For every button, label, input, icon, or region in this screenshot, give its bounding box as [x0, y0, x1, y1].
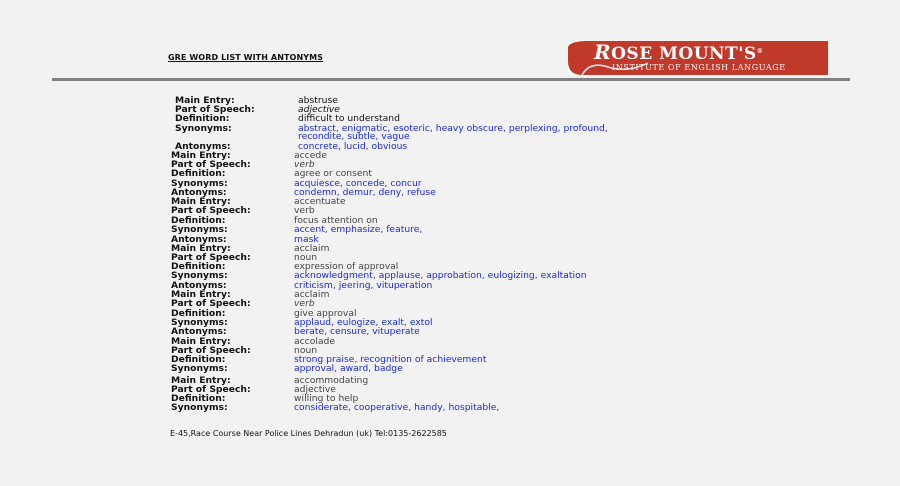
part-of-speech-label: Part of Speech:: [175, 104, 255, 115]
synonyms-value[interactable]: acknowledgment, applause, approbation, eulogizing, exaltation: [294, 270, 587, 281]
synonyms-label: Synonyms:: [171, 317, 228, 328]
definition-value[interactable]: strong praise, recognition of achievement: [294, 354, 487, 365]
main-entry-value: acclaim: [294, 289, 330, 300]
main-entry-label: Main Entry:: [175, 95, 235, 106]
rose-mounts-logo: [568, 41, 828, 75]
main-entry-label: Main Entry:: [171, 196, 231, 207]
definition-value: expression of approval: [294, 261, 399, 272]
definition-value: difficult to understand: [298, 113, 400, 124]
synonyms-value[interactable]: approval, award, badge: [294, 363, 403, 374]
main-entry-value: abstruse: [298, 95, 338, 106]
main-entry-label: Main Entry:: [171, 375, 231, 386]
logo-subtitle: INSTITUTE OF ENGLISH LANGUAGE: [612, 63, 786, 72]
part-of-speech-value: verb: [294, 159, 315, 170]
definition-label: Definition:: [175, 113, 230, 124]
document-title: GRE WORD LIST WITH ANTONYMS: [168, 53, 324, 62]
antonyms-value[interactable]: berate, censure, vituperate: [294, 326, 420, 337]
antonyms-label: Antonyms:: [171, 326, 227, 337]
definition-label: Definition:: [171, 261, 226, 272]
part-of-speech-label: Part of Speech:: [171, 252, 251, 263]
definition-label: Definition:: [171, 168, 226, 179]
logo-initial: R: [594, 40, 612, 64]
synonyms-label: Synonyms:: [175, 123, 232, 134]
definition-label: Definition:: [171, 393, 226, 404]
main-entry-label: Main Entry:: [171, 336, 231, 347]
main-entry-label: Main Entry:: [171, 243, 231, 254]
synonyms-value[interactable]: abstract, enigmatic, esoteric, heavy obscure, perplexing, profound,: [298, 123, 608, 134]
part-of-speech-value: noun: [294, 252, 318, 263]
main-entry-value: accede: [294, 150, 327, 161]
header-divider: [52, 78, 850, 81]
main-entry-value: accolade: [294, 336, 336, 347]
part-of-speech-value: verb: [294, 298, 315, 309]
definition-value: agree or consent: [294, 168, 372, 179]
part-of-speech-value: verb: [294, 205, 315, 216]
definition-value: give approval: [294, 308, 357, 319]
synonyms-value[interactable]: applaud, eulogize, exalt, extol: [294, 317, 433, 328]
synonyms-value[interactable]: accent, emphasize, feature,: [294, 224, 423, 235]
definition-label: Definition:: [171, 215, 226, 226]
part-of-speech-label: Part of Speech:: [171, 298, 251, 309]
antonyms-label: Antonyms:: [171, 280, 227, 291]
synonyms-label: Synonyms:: [171, 363, 228, 374]
synonyms-label: Synonyms:: [171, 270, 228, 281]
synonyms-label: Synonyms:: [171, 402, 228, 413]
synonyms-value[interactable]: acquiesce, concede, concur: [294, 178, 422, 189]
definition-label: Definition:: [171, 308, 226, 319]
logo-main-text: OSE MOUNT'S: [611, 44, 757, 64]
definition-value: willing to help: [294, 393, 359, 404]
synonyms-value[interactable]: considerate, cooperative, handy, hospitable,: [294, 402, 500, 413]
part-of-speech-label: Part of Speech:: [171, 384, 251, 395]
logo-registered-mark: ®: [756, 48, 764, 55]
part-of-speech-value: adjective: [298, 104, 340, 115]
part-of-speech-label: Part of Speech:: [171, 345, 251, 356]
main-entry-value: accommodating: [294, 375, 369, 386]
definition-value: focus attention on: [294, 215, 378, 226]
synonyms-label: Synonyms:: [171, 178, 228, 189]
antonyms-value[interactable]: concrete, lucid, obvious: [298, 141, 408, 152]
part-of-speech-value: adjective: [294, 384, 336, 395]
antonyms-label: Antonyms:: [175, 141, 231, 152]
main-entry-value: acclaim: [294, 243, 330, 254]
antonyms-value[interactable]: condemn, demur, deny, refuse: [294, 187, 436, 198]
synonyms-label: Synonyms:: [171, 224, 228, 235]
footer-address: E-45,Race Course Near Police Lines Dehradun (uk) Tel:0135-2622585: [170, 429, 447, 438]
part-of-speech-label: Part of Speech:: [171, 205, 251, 216]
definition-label: Definition:: [171, 354, 226, 365]
main-entry-label: Main Entry:: [171, 150, 231, 161]
synonyms-value-continued[interactable]: recondite, subtle, vague: [298, 131, 410, 142]
main-entry-label: Main Entry:: [171, 289, 231, 300]
part-of-speech-value: noun: [294, 345, 318, 356]
antonyms-value[interactable]: mask: [294, 234, 319, 245]
main-entry-value: accentuate: [294, 196, 346, 207]
antonyms-label: Antonyms:: [171, 234, 227, 245]
antonyms-label: Antonyms:: [171, 187, 227, 198]
antonyms-value[interactable]: criticism, jeering, vituperation: [294, 280, 433, 291]
part-of-speech-label: Part of Speech:: [171, 159, 251, 170]
